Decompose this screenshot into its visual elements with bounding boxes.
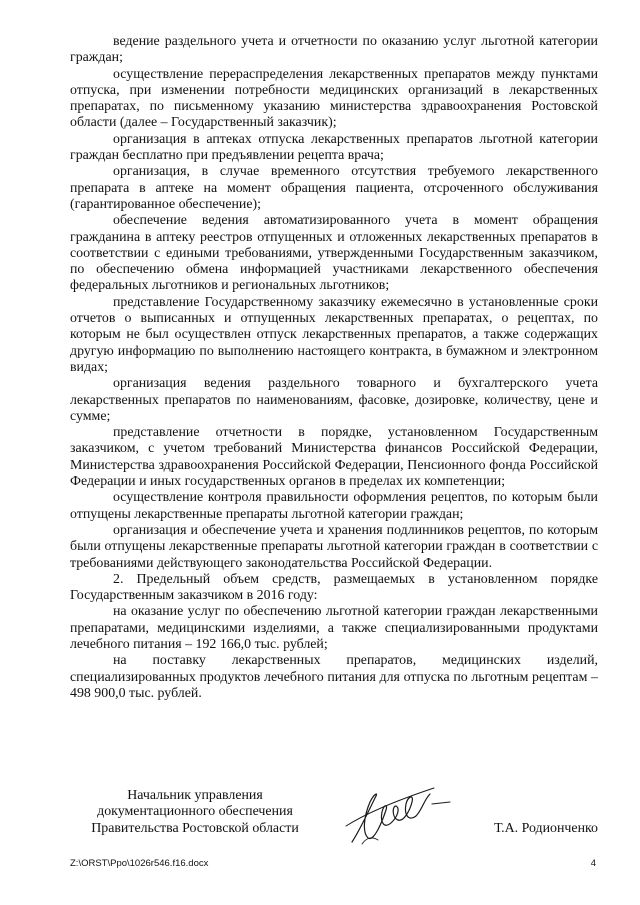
paragraph: осуществление перераспределения лекарственных препаратов между пунктами отпуска, при изменении потребности медицинских организаций в лекарственных препаратах, по письменному указанию министерства здравоохранения Ростовской области (далее – Государственный заказчик); xyxy=(70,66,598,131)
paragraph: организация в аптеках отпуска лекарственных препаратов льготной категории граждан бесплатно при предъявлении рецепта врача; xyxy=(70,131,598,164)
paragraph: представление Государственному заказчику ежемесячно в установленные сроки отчетов о выписанных и отпущенных лекарственных препаратах, о рецептах, по которым не был осуществлен отпуск лекарственных препаратов, а также содержащих другую информацию по выполнению настоящего контракта, в бумажном и электронном видах; xyxy=(70,294,598,375)
file-path: Z:\ORST\Ppo\1026r546.f16.docx xyxy=(70,858,209,869)
signature-block xyxy=(70,788,598,848)
signatory-title-line: Начальник управления xyxy=(127,788,263,803)
paragraph: представление отчетности в порядке, установленном Государственным заказчиком, с учетом требований Министерства финансов Российской Федерации, Министерства здравоохранения Российской Федерации, Пенсионного фонда Российской Федерации и иных государственных органов в пределах их компетенции; xyxy=(70,425,598,490)
paragraph: организация, в случае временного отсутствия требуемого лекарственного препарата в аптеке на момент обращения пациента, отсроченного обслуживания (гарантированное обеспечение); xyxy=(70,164,598,212)
signatory-title-line: документационного обеспечения xyxy=(97,804,293,820)
handwritten-signature xyxy=(338,782,458,850)
paragraph: осуществление контроля правильности оформления рецептов, по которым были отпущены лекарственные препараты льготной категории граждан; xyxy=(70,490,598,522)
paragraph: организация и обеспечение учета и хранения подлинников рецептов, по которым были отпущены лекарственные препараты льготной категории граждан в соответствии с требованиями действующего законодательства Российской Федерации. xyxy=(70,522,598,571)
signatory-title-line: Правительства Ростовской области xyxy=(91,820,299,836)
signatory-title xyxy=(70,788,320,837)
paragraph: организация ведения раздельного товарного и бухгалтерского учета лекарственных препаратов по наименованиям, фасовке, дозировке, количеству, цене и сумме; xyxy=(70,376,598,424)
paragraph: на оказание услуг по обеспечению льготной категории граждан лекарственными препаратами, медицинскими изделиями, а также специализированными продуктами лечебного питания – 192 166,0 тыс. рублей; xyxy=(70,604,598,652)
paragraph: 2. Предельный объем средств, размещаемых в установленном порядке Государственным заказчиком в 2016 году: xyxy=(70,571,598,604)
signatory-name: Т.А. Родионченко xyxy=(494,821,598,836)
document-body xyxy=(70,34,598,702)
page-number: 4 xyxy=(590,858,596,869)
paragraph: на поставку лекарственных препаратов, медицинских изделий, специализированных продуктов лечебного питания для отпуска по льготным рецептам – 498 900,0 тыс. рублей. xyxy=(70,653,598,701)
paragraph: обеспечение ведения автоматизированного учета в момент обращения гражданина в аптеку реестров отпущенных и отложенных лекарственных препаратов в соответствии с едиными требованиями, утвержденными Государственным заказчиком, по обеспечению обмена информацией участниками лекарственного обеспечения федеральных льготников и региональных льготников; xyxy=(70,213,598,294)
paragraph: ведение раздельного учета и отчетности по оказанию услуг льготной категории граждан; xyxy=(70,34,598,66)
